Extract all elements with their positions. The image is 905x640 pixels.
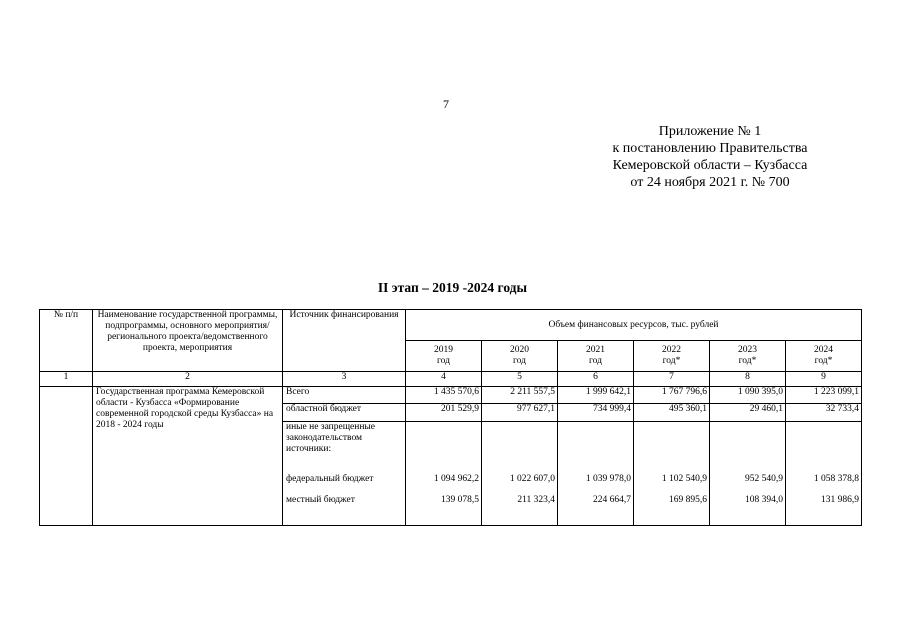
header-source: Источник финансирования — [283, 310, 406, 372]
source-cell: иные не запрещенные законодательством источники: — [283, 422, 406, 474]
header-name: Наименование государственной программы, подпрограммы, основного мероприятия/регионального проекта/ведомственного проекта, мероприятия — [93, 310, 283, 372]
value-cell — [710, 422, 786, 474]
value-cell — [406, 422, 482, 474]
approval-line-1: Приложение № 1 — [658, 124, 762, 139]
header-year-2020: 2020 год — [482, 341, 558, 372]
row-num-cell — [40, 387, 93, 526]
value-cell: 32 733,4 — [786, 404, 862, 422]
source-cell: местный бюджет — [283, 495, 406, 526]
value-cell: 1 102 540,9 — [634, 474, 710, 495]
source-cell: областной бюджет — [283, 404, 406, 422]
column-number: 1 — [40, 372, 93, 387]
column-number: 8 — [710, 372, 786, 387]
column-number: 4 — [406, 372, 482, 387]
column-number: 9 — [786, 372, 862, 387]
value-cell: 224 664,7 — [558, 495, 634, 526]
value-cell — [786, 422, 862, 474]
table-row — [40, 387, 862, 404]
value-cell: 139 078,5 — [406, 495, 482, 526]
value-cell — [634, 422, 710, 474]
approval-line-4: от 24 ноября 2021 г. № 700 — [630, 175, 790, 190]
column-number: 5 — [482, 372, 558, 387]
header-year-2023: 2023 год* — [710, 341, 786, 372]
stage-title: II этап – 2019 -2024 годы — [377, 280, 528, 295]
value-cell: 1 767 796,6 — [634, 387, 710, 404]
value-cell: 1 435 570,6 — [406, 387, 482, 404]
value-cell: 495 360,1 — [634, 404, 710, 422]
column-number: 7 — [634, 372, 710, 387]
column-number: 6 — [558, 372, 634, 387]
value-cell: 1 022 607,0 — [482, 474, 558, 495]
value-cell: 734 999,4 — [558, 404, 634, 422]
source-cell: федеральный бюджет — [283, 474, 406, 495]
value-cell — [558, 422, 634, 474]
value-cell: 1 094 962,2 — [406, 474, 482, 495]
approval-line-2: к постановлению Правительства — [612, 141, 808, 156]
column-number-row — [40, 372, 862, 387]
value-cell: 211 323,4 — [482, 495, 558, 526]
header-year-2021: 2021 год — [558, 341, 634, 372]
header-volume: Объем финансовых ресурсов, тыс. рублей — [406, 310, 862, 341]
value-cell: 1 058 378,8 — [786, 474, 862, 495]
value-cell: 2 211 557,5 — [482, 387, 558, 404]
value-cell: 1 090 395,0 — [710, 387, 786, 404]
value-cell: 29 460,1 — [710, 404, 786, 422]
approval-block — [590, 123, 830, 191]
value-cell: 952 540,9 — [710, 474, 786, 495]
source-cell: Всего — [283, 387, 406, 404]
header-year-2019: 2019 год — [406, 341, 482, 372]
value-cell — [482, 422, 558, 474]
page-number: 7 — [443, 97, 449, 111]
column-number: 3 — [283, 372, 406, 387]
value-cell: 977 627,1 — [482, 404, 558, 422]
value-cell: 169 895,6 — [634, 495, 710, 526]
value-cell: 131 986,9 — [786, 495, 862, 526]
value-cell: 1 039 978,0 — [558, 474, 634, 495]
financing-table — [39, 309, 862, 526]
value-cell: 1 223 099,1 — [786, 387, 862, 404]
column-number: 2 — [93, 372, 283, 387]
program-name: Государственная программа Кемеровской области - Кузбасса «Формирование современной городской среды Кузбасса» на 2018 - 2024 годы — [93, 387, 283, 526]
header-year-2024: 2024 год* — [786, 341, 862, 372]
value-cell: 201 529,9 — [406, 404, 482, 422]
header-year-2022: 2022 год* — [634, 341, 710, 372]
value-cell: 1 999 642,1 — [558, 387, 634, 404]
header-num: № п/п — [40, 310, 93, 372]
approval-line-3: Кемеровской области – Кузбасса — [612, 158, 808, 173]
value-cell: 108 394,0 — [710, 495, 786, 526]
